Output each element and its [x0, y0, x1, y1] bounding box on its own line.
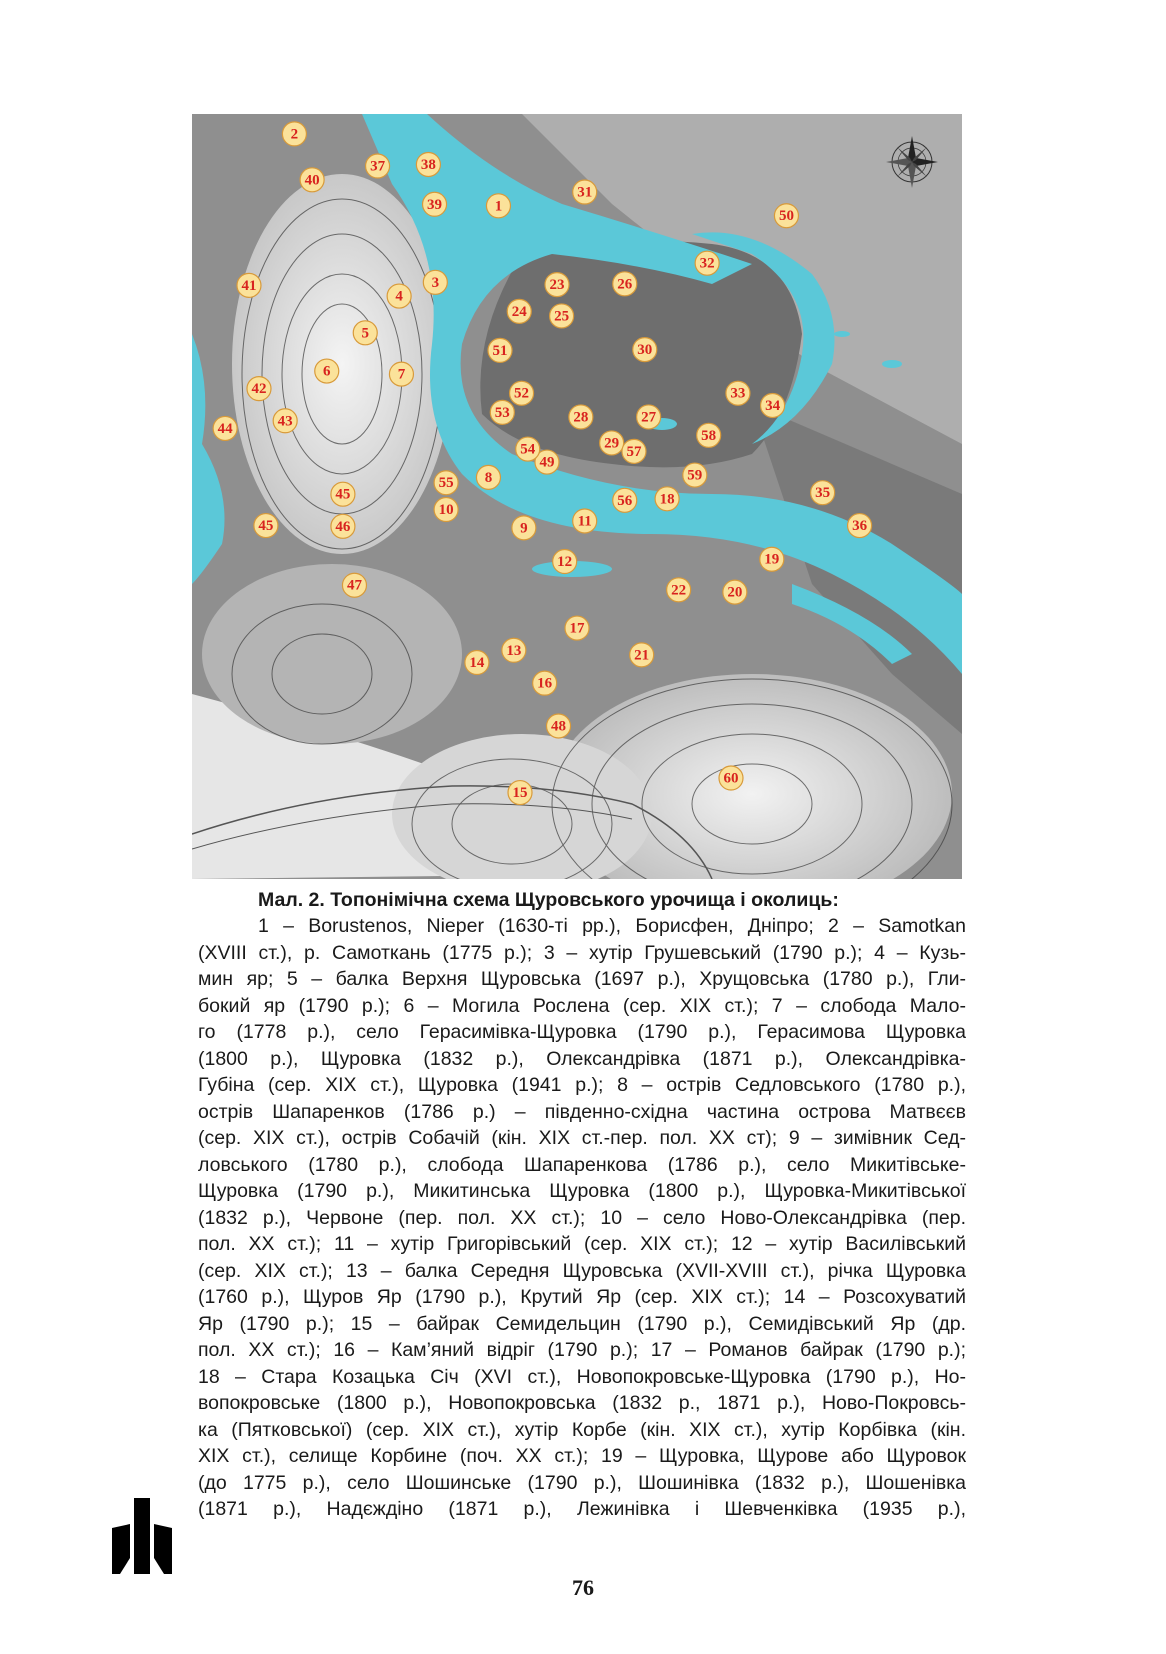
- caption-line: го (1778 р.), село Герасимівка-Щуровка (1790 р.), Герасимова Щуровка: [198, 1021, 966, 1043]
- svg-text:1: 1: [494, 198, 503, 215]
- map-marker-42: [247, 377, 271, 401]
- figure-caption-title: Мал. 2. Топонімічна схема Щуровського урочища і околиць:: [258, 889, 839, 911]
- caption-line: (1832 р.), Червоне (пер. пол. ХХ ст.); 10 – село Ново-Олександрівка (пер.: [198, 1206, 966, 1229]
- svg-text:42: 42: [251, 381, 267, 398]
- caption-line: мин яр; 5 – балка Верхня Щуровська (1697 р.), Хрущовська (1780 р.), Гли-: [198, 968, 966, 990]
- map-marker-18: [655, 487, 679, 511]
- map-marker-37: [366, 154, 390, 178]
- caption-line: Щуровка (1790 р.), Микитинська Щуровка (1800 р.), Щуровка-Микитівської: [198, 1180, 966, 1202]
- map-marker-43: [273, 409, 297, 433]
- map-marker-16: [533, 671, 557, 695]
- map-marker-19: [760, 547, 784, 571]
- svg-text:41: 41: [241, 277, 257, 294]
- map-marker-40: [300, 168, 324, 192]
- svg-text:44: 44: [217, 420, 233, 437]
- svg-text:37: 37: [370, 158, 386, 175]
- svg-text:38: 38: [420, 156, 436, 173]
- svg-text:56: 56: [617, 492, 633, 509]
- svg-text:7: 7: [397, 366, 406, 383]
- map-marker-8: [476, 465, 500, 489]
- caption-line: (до 1775 р.), село Шошинське (1790 р.), Шошинівка (1832 р.), Шошенівка: [198, 1471, 966, 1494]
- svg-text:51: 51: [492, 342, 508, 359]
- svg-text:14: 14: [469, 655, 485, 672]
- svg-text:12: 12: [557, 554, 573, 571]
- map-marker-24: [507, 299, 531, 323]
- map-marker-34: [761, 393, 785, 417]
- map-marker-22: [667, 578, 691, 602]
- map-marker-12: [553, 550, 577, 574]
- svg-text:3: 3: [431, 274, 440, 291]
- svg-text:2: 2: [290, 126, 299, 143]
- caption-line: (1871 р.), Надєждіно (1871 р.), Лежинівка і Шевченківка (1935 р.),: [198, 1498, 966, 1520]
- map-marker-36: [848, 514, 872, 538]
- svg-text:34: 34: [765, 397, 781, 414]
- svg-text:13: 13: [506, 642, 522, 659]
- map-marker-52: [510, 381, 534, 405]
- map-marker-25: [550, 304, 574, 328]
- map-marker-31: [573, 180, 597, 204]
- svg-text:45: 45: [335, 486, 351, 503]
- map-marker-5: [353, 321, 377, 345]
- svg-text:25: 25: [554, 308, 570, 325]
- map-marker-26: [613, 272, 637, 296]
- map-marker-13: [502, 638, 526, 662]
- map-marker-1: [486, 194, 510, 218]
- map-marker-50: [774, 204, 798, 228]
- svg-text:46: 46: [335, 518, 351, 535]
- map-marker-11: [573, 509, 597, 533]
- figure-caption-body: [198, 913, 966, 1523]
- map-marker-20: [723, 580, 747, 604]
- map-marker-57: [622, 439, 646, 463]
- map-marker-41: [237, 273, 261, 297]
- svg-text:53: 53: [494, 404, 510, 421]
- map-marker-60: [719, 766, 743, 790]
- svg-text:50: 50: [778, 208, 794, 225]
- map-marker-2: [282, 122, 306, 146]
- map-marker-3: [423, 270, 447, 294]
- caption-line: (сер. ХІХ ст.); 13 – балка Середня Щуровська (XVII-XVIII ст.), річка Щуровка: [198, 1259, 966, 1282]
- caption-line: (сер. ХІХ ст.), острів Собачій (кін. ХІХ ст.-пер. пол. ХХ ст); 9 – зимівник Сед-: [198, 1127, 966, 1149]
- map-marker-4: [387, 284, 411, 308]
- map-marker-56: [613, 488, 637, 512]
- svg-text:59: 59: [687, 467, 703, 484]
- map-marker-6: [315, 359, 339, 383]
- svg-text:19: 19: [764, 551, 780, 568]
- map-marker-58: [697, 423, 721, 447]
- map-canvas: [192, 114, 962, 879]
- svg-text:15: 15: [512, 785, 528, 802]
- map-marker-32: [695, 251, 719, 275]
- page-number: 76: [572, 1575, 594, 1600]
- svg-text:49: 49: [539, 454, 555, 471]
- svg-text:30: 30: [637, 342, 653, 359]
- map-marker-54: [516, 437, 540, 461]
- map-marker-29: [600, 431, 624, 455]
- svg-text:17: 17: [569, 620, 585, 637]
- svg-text:36: 36: [852, 518, 868, 535]
- svg-text:28: 28: [573, 409, 589, 426]
- map-marker-51: [488, 338, 512, 362]
- svg-text:33: 33: [730, 385, 746, 402]
- caption-line: ка (Пятковської) (сер. ХІХ ст.), хутір Корбе (кін. ХІХ ст.), хутір Корбівка (кін.: [198, 1418, 966, 1441]
- svg-text:23: 23: [549, 277, 565, 294]
- caption-line: пол. ХХ ст.); 16 – Кам’яний відріг (1790 р.); 17 – Романов байрак (1790 р.);: [198, 1339, 966, 1361]
- map-marker-53: [490, 400, 514, 424]
- svg-text:22: 22: [671, 582, 687, 599]
- map-marker-10: [434, 498, 458, 522]
- caption-line: (XVIII ст.), р. Самоткань (1775 р.); 3 – хутір Грушевський (1790 р.); 4 – Кузь-: [198, 941, 966, 964]
- svg-text:45: 45: [258, 518, 274, 535]
- map-marker-15: [508, 781, 532, 805]
- caption-line: бокий яр (1790 р.); 6 – Могила Рослена (сер. ХІХ ст.); 7 – слобода Мало-: [198, 994, 966, 1017]
- map-marker-46: [331, 514, 355, 538]
- svg-text:16: 16: [537, 675, 553, 692]
- map-marker-9: [512, 516, 536, 540]
- map-marker-48: [547, 714, 571, 738]
- publisher-emblem-icon: [112, 1498, 172, 1574]
- map-marker-47: [342, 573, 366, 597]
- svg-text:24: 24: [511, 303, 527, 320]
- caption-line: (1800 р.), Щуровка (1832 р.), Олександрівка (1871 р.), Олександрівка-: [198, 1047, 966, 1070]
- svg-text:47: 47: [346, 577, 362, 594]
- caption-line: 18 – Стара Козацька Січ (XVI ст.), Новопокровське-Щуровка (1790 р.), Но-: [198, 1365, 966, 1388]
- caption-line: пол. ХХ ст.); 11 – хутір Григорівський (сер. ХІХ ст.); 12 – хутір Василівський: [198, 1233, 966, 1255]
- map-marker-44: [213, 416, 237, 440]
- svg-text:4: 4: [395, 288, 403, 305]
- svg-text:10: 10: [438, 502, 454, 519]
- svg-text:26: 26: [617, 276, 633, 293]
- caption-line: Яр (1790 р.); 15 – байрак Семидельцин (1790 р.), Семидівський Яр (др.: [198, 1312, 966, 1335]
- caption-line: ловського (1780 р.), слобода Шапаренкова (1786 р.), село Микитівське-: [198, 1153, 966, 1176]
- svg-text:29: 29: [604, 435, 620, 452]
- svg-text:8: 8: [484, 469, 493, 486]
- svg-text:48: 48: [551, 718, 567, 735]
- svg-text:52: 52: [514, 385, 530, 402]
- caption-line: (1760 р.), Щуров Яр (1790 р.), Крутий Яр (сер. ХІХ ст.); 14 – Розсохуватий: [198, 1286, 966, 1308]
- svg-text:60: 60: [723, 770, 739, 787]
- caption-line: ХІХ ст.), селище Корбине (поч. ХХ ст.); 19 – Щуровка, Щурове або Щуровок: [198, 1445, 966, 1467]
- map-marker-39: [423, 192, 447, 216]
- svg-text:55: 55: [438, 475, 454, 492]
- map-marker-35: [811, 481, 835, 505]
- caption-line: вопокровське (1800 р.), Новопокровська (1832 р., 1871 р.), Ново-Покровсь-: [198, 1392, 966, 1414]
- map-marker-27: [637, 405, 661, 429]
- caption-line: острів Шапаренков (1786 р.) – південно-східна частина острова Матвєєв: [198, 1100, 966, 1123]
- svg-text:54: 54: [520, 441, 536, 458]
- map-marker-38: [416, 152, 440, 176]
- svg-text:39: 39: [427, 196, 443, 213]
- svg-text:57: 57: [626, 443, 642, 460]
- svg-text:20: 20: [727, 584, 743, 601]
- map-marker-33: [726, 381, 750, 405]
- svg-text:40: 40: [304, 172, 320, 189]
- svg-text:35: 35: [815, 485, 831, 502]
- map-marker-45: [331, 482, 355, 506]
- svg-text:6: 6: [323, 363, 331, 380]
- map-marker-17: [565, 616, 589, 640]
- map-marker-45: [254, 514, 278, 538]
- map-marker-28: [569, 405, 593, 429]
- map-marker-55: [434, 471, 458, 495]
- caption-line: Губіна (сер. ХІХ ст.), Щуровка (1941 р.); 8 – острів Седловського (1780 р.),: [198, 1074, 966, 1096]
- map-marker-21: [630, 643, 654, 667]
- map-marker-59: [683, 463, 707, 487]
- svg-text:21: 21: [634, 647, 650, 664]
- map-marker-30: [633, 338, 657, 362]
- map-marker-14: [465, 651, 489, 675]
- svg-text:11: 11: [577, 513, 592, 530]
- map-marker-23: [545, 273, 569, 297]
- svg-text:32: 32: [699, 255, 715, 272]
- svg-text:5: 5: [361, 325, 369, 342]
- svg-text:58: 58: [701, 427, 717, 444]
- svg-text:18: 18: [659, 491, 675, 508]
- svg-text:27: 27: [641, 409, 657, 426]
- map-marker-7: [389, 362, 413, 386]
- topographic-map: [192, 114, 962, 879]
- svg-text:43: 43: [277, 413, 293, 430]
- svg-text:31: 31: [577, 184, 593, 201]
- svg-text:9: 9: [520, 520, 528, 537]
- caption-line: 1 – Borustenos, Nieper (1630-ті рр.), Борисфен, Дніпро; 2 – Samotkan: [258, 915, 966, 937]
